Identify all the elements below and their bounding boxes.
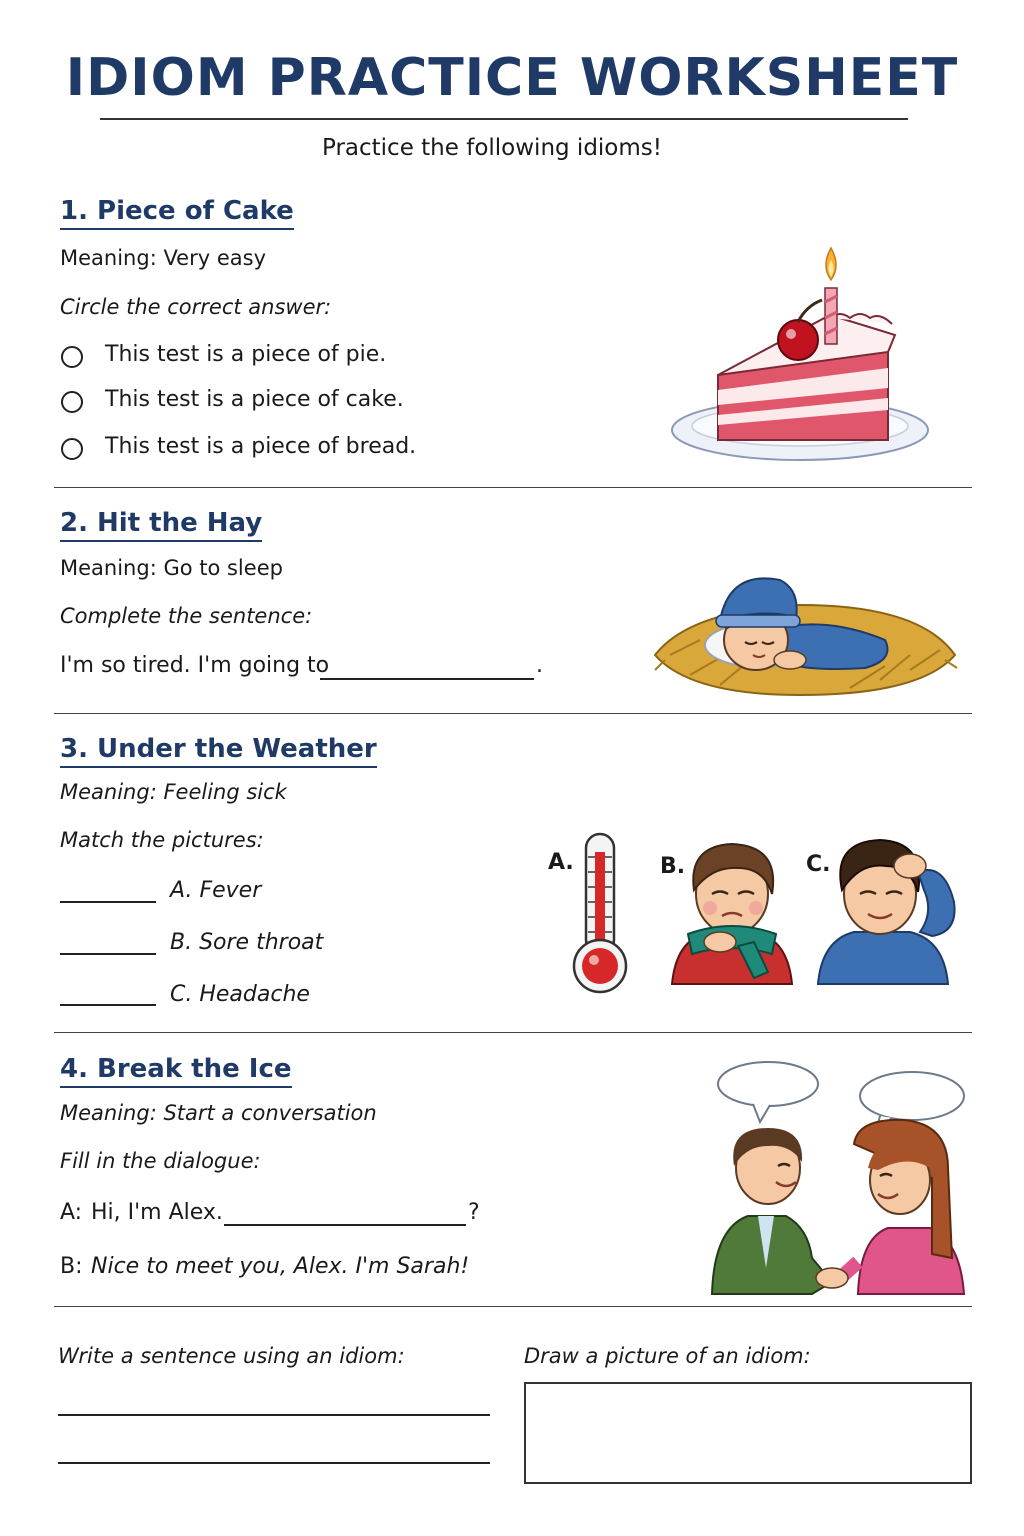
subtitle: Practice the following idioms! [321, 135, 662, 161]
thermometer-icon [568, 832, 632, 997]
draw-prompt: Draw a picture of an idiom: [524, 1344, 811, 1368]
dialogue-a-end: ? [468, 1200, 480, 1225]
section-4-heading: 4. Break the Ice [60, 1054, 292, 1088]
section-2-meaning: Meaning: Go to sleep [60, 556, 283, 580]
sore-throat-boy-icon [668, 838, 796, 986]
picture-label-c: C. [806, 852, 831, 877]
dialogue-b-text: Nice to meet you, Alex. I'm Sarah! [91, 1254, 470, 1279]
section-divider-1 [54, 487, 972, 488]
write-line-2[interactable] [58, 1462, 490, 1464]
section-1-meaning: Meaning: Very easy [60, 246, 266, 270]
handshake-conversation-icon [708, 1058, 970, 1298]
option-3-radio[interactable] [61, 438, 83, 460]
option-2-label[interactable]: This test is a piece of cake. [105, 387, 404, 412]
dialogue-a-text: Hi, I'm Alex. [91, 1200, 223, 1225]
sentence-end: . [536, 653, 543, 678]
drawing-box[interactable] [524, 1382, 972, 1484]
sleeping-boy-icon [650, 560, 960, 700]
write-prompt: Write a sentence using an idiom: [58, 1344, 405, 1368]
headache-boy-icon [814, 832, 962, 986]
section-4-meaning: Meaning: Start a conversation [60, 1101, 377, 1125]
dialogue-blank[interactable] [224, 1224, 466, 1226]
match-item-a: A. Fever [170, 878, 262, 903]
option-2-radio[interactable] [61, 391, 83, 413]
write-line-1[interactable] [58, 1414, 490, 1416]
dialogue-b-prefix: B: [60, 1254, 83, 1279]
section-divider-4 [54, 1306, 972, 1307]
match-blank-b[interactable] [60, 953, 156, 955]
match-item-b: B. Sore throat [170, 930, 324, 955]
section-divider-2 [54, 713, 972, 714]
section-3-instruction: Match the pictures: [60, 828, 264, 852]
match-blank-c[interactable] [60, 1004, 156, 1006]
option-3-label[interactable]: This test is a piece of bread. [105, 434, 417, 459]
section-4-instruction: Fill in the dialogue: [60, 1149, 261, 1173]
sentence-blank[interactable] [320, 678, 534, 680]
page-title: IDIOM PRACTICE WORKSHEET [65, 48, 959, 108]
sentence-start: I'm so tired. I'm going to [60, 653, 330, 678]
option-1-radio[interactable] [61, 346, 83, 368]
match-item-c: C. Headache [170, 982, 310, 1007]
picture-label-b: B. [660, 854, 686, 879]
section-3-heading: 3. Under the Weather [60, 734, 377, 768]
option-1-label[interactable]: This test is a piece of pie. [105, 342, 387, 367]
cake-slice-icon [670, 240, 940, 470]
section-1-instruction: Circle the correct answer: [60, 295, 332, 319]
section-3-meaning: Meaning: Feeling sick [60, 780, 287, 804]
match-blank-a[interactable] [60, 901, 156, 903]
picture-label-a: A. [548, 850, 574, 875]
title-divider [100, 118, 908, 120]
dialogue-a-prefix: A: [60, 1200, 83, 1225]
section-divider-3 [54, 1032, 972, 1033]
section-2-heading: 2. Hit the Hay [60, 508, 262, 542]
section-2-instruction: Complete the sentence: [60, 604, 313, 628]
section-1-heading: 1. Piece of Cake [60, 196, 294, 230]
